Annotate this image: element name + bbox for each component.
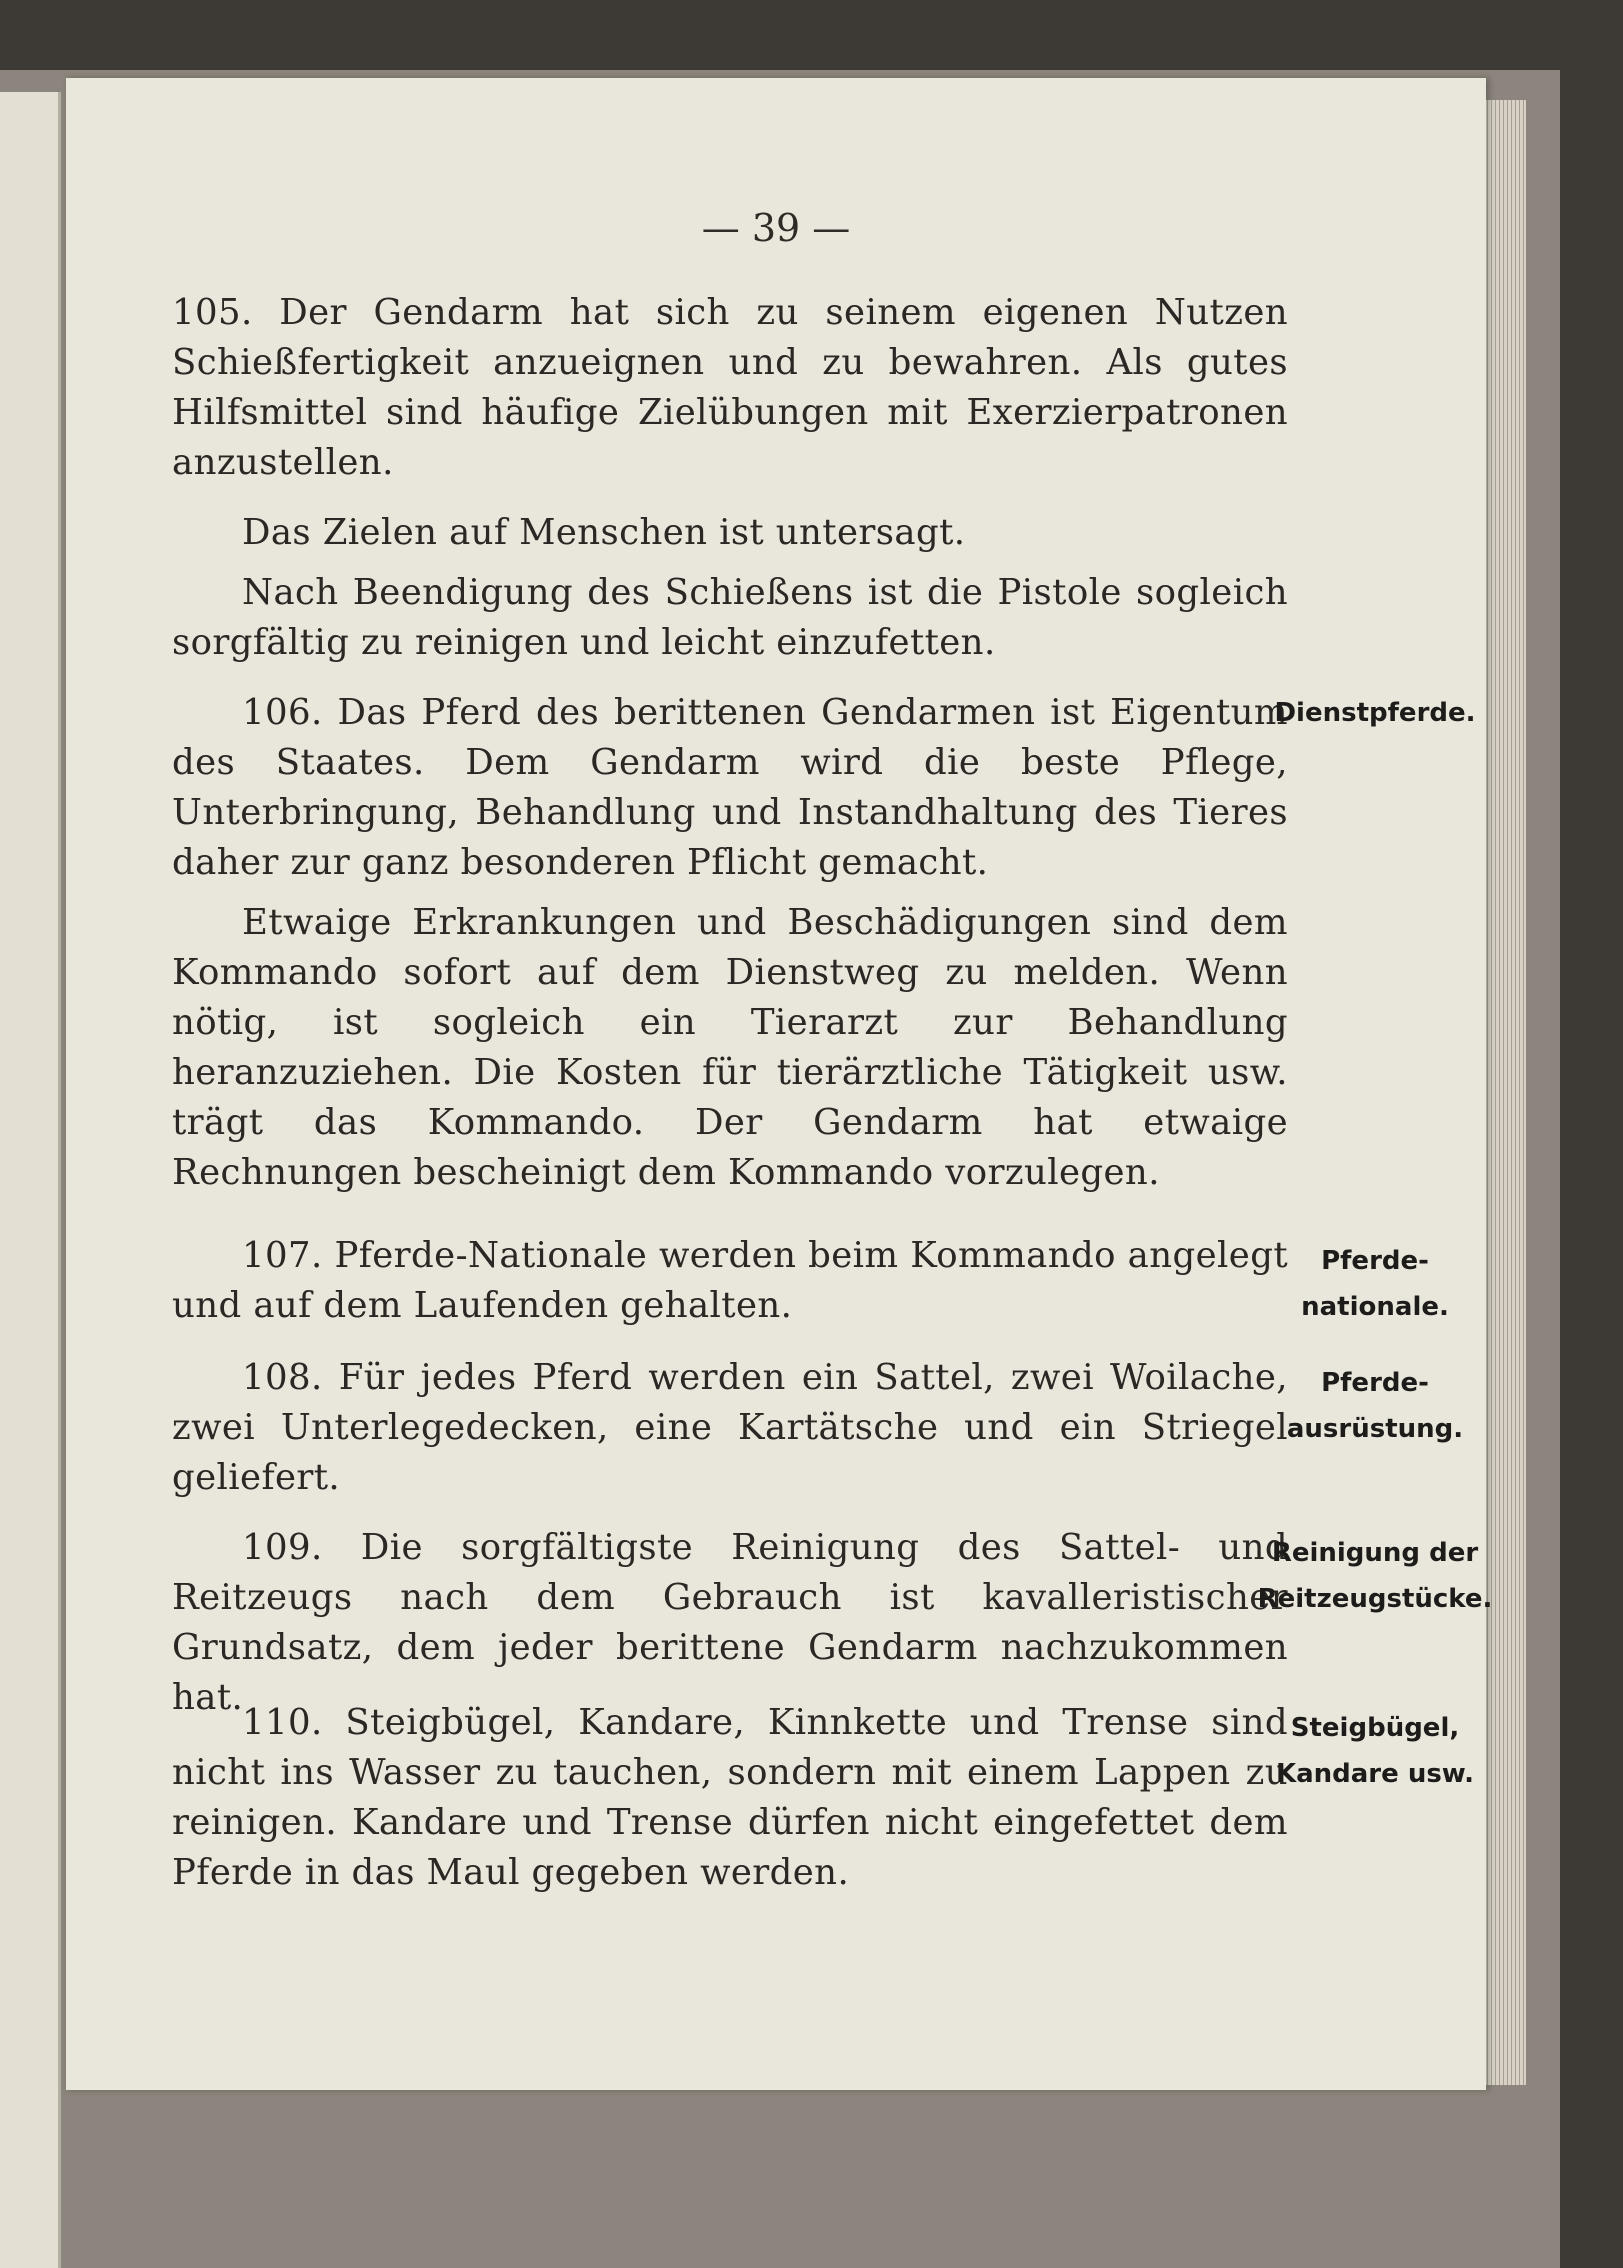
margin-note-pferde-nationale [1230, 1238, 1520, 1330]
paragraph-108: 108. Für jedes Pferd werden ein Sattel, zwei Woilache, zwei Unterlegedecken, eine Kartätsche und ein Striegel geliefert. [172, 1357, 1288, 1498]
paragraph-107: 107. Pferde-Nationale werden beim Kommando angelegt und auf dem Laufenden gehalten. [172, 1235, 1288, 1326]
margin-note-reinigung [1230, 1530, 1520, 1622]
margin-note-line: Pferde- [1321, 1368, 1429, 1398]
page-number: — 39 — [701, 206, 851, 250]
paragraph-106-a: 106. Das Pferd des berittenen Gendarmen ist Eigentum des Staates. Dem Gendarm wird die beste Pflege, Unterbringung, Behandlung und Instandhaltung des Tieres daher zur ganz besonderen Pflicht gemacht. [172, 692, 1288, 883]
margin-note-line: Reinigung der [1271, 1538, 1479, 1568]
previous-page-edge [0, 92, 61, 2268]
margin-note-steigbuegel [1230, 1705, 1520, 1797]
margin-note-dienstpferde [1230, 690, 1520, 736]
paragraph-105-a: 105. Der Gendarm hat sich zu seinem eigenen Nutzen Schießfertigkeit anzueignen und zu bewahren. Als gutes Hilfsmittel sind häufige Zielübungen mit Exerzierpatronen anzustellen. [172, 292, 1288, 483]
margin-note-line: Dienstpferde. [1274, 698, 1476, 728]
paragraph-109: 109. Die sorgfältigste Reinigung des Sattel- und Reitzeugs nach dem Gebrauch ist kavalleristischer Grundsatz, dem jeder berittene Gendarm nachzukommen hat. [172, 1527, 1288, 1718]
margin-note-line: Steigbügel, [1290, 1713, 1460, 1743]
margin-note-line: nationale. [1301, 1292, 1449, 1322]
book-page [66, 78, 1493, 2090]
margin-note-line: Pferde- [1321, 1246, 1429, 1276]
margin-note-pferde-ausruestung [1230, 1360, 1520, 1452]
margin-note-line: Kandare usw. [1275, 1759, 1475, 1789]
margin-note-line: Reitzeugstücke. [1257, 1584, 1493, 1614]
paragraph-110: 110. Steigbügel, Kandare, Kinnkette und Trense sind nicht ins Wasser zu tauchen, sondern mit einem Lappen zu reinigen. Kandare und Trense dürfen nicht eingefettet dem Pferde in das Maul gegeben werden. [172, 1702, 1288, 1893]
paragraph-105-c: Nach Beendigung des Schießens ist die Pistole sogleich sorgfältig zu reinigen und leicht einzufetten. [172, 572, 1288, 663]
margin-note-line: ausrüstung. [1286, 1414, 1464, 1444]
paragraph-106-b: Etwaige Erkrankungen und Beschädigungen sind dem Kommando sofort auf dem Dienstweg zu melden. Wenn nötig, ist sogleich ein Tierarzt zur Behandlung heranzuziehen. Die Kosten für tierärztliche Tätigkeit usw. trägt das Kommando. Der Gendarm hat etwaige Rechnungen bescheinigt dem Kommando vorzulegen. [172, 902, 1288, 1193]
paragraph-105-b: Das Zielen auf Menschen ist untersagt. [242, 512, 966, 553]
